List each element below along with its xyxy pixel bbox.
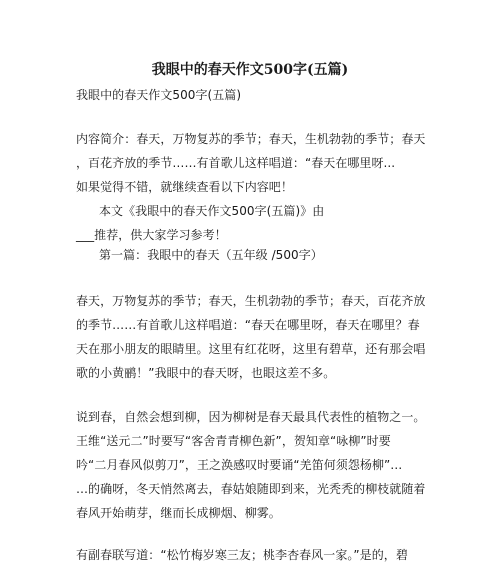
intro-line: 内容简介：春天，万物复苏的季节；春天，生机勃勃的季节；春天 — [76, 132, 426, 146]
recommend-line: ___推荐，供大家学习参考！ — [76, 228, 227, 242]
paragraph-line: 春天，万物复苏的季节；春天，生机勃勃的季节；春天，百花齐放 — [76, 294, 426, 308]
paragraph-line: 有副春联写道：“松竹梅岁寒三友；桃李杏春风一家。”是的，碧 — [76, 548, 408, 562]
chapter-heading: 第一篇：我眼中的春天（五年级 /500字） — [99, 248, 323, 262]
paragraph-line: …的确呀，冬天悄然离去，春姑娘随即到来，光秃秃的柳枝就随着 — [76, 482, 426, 496]
intro-line: ，百花齐放的季节……有首歌儿这样唱道：“春天在哪里呀... — [76, 156, 396, 170]
paragraph-line: 歌的小黄鹂！”我眼中的春天呀，也眼这差不多。 — [76, 366, 336, 380]
paragraph-line: 王维“送元二”时要写“客舍青青柳色新”，贺知章“咏柳”时要 — [76, 434, 391, 448]
paragraph-line: 吟“二月春风似剪刀”，王之涣感叹时要诵“羌笛何须怨杨柳”… — [76, 458, 403, 472]
recommend-line: 本文《我眼中的春天作文500字(五篇)》由 — [99, 204, 325, 218]
paragraph-line: 说到春，自然会想到柳，因为柳树是春天最具代表性的植物之一。 — [76, 410, 426, 424]
intro-line: 如果觉得不错，就继续查看以下内容吧！ — [76, 180, 293, 194]
document-title: 我眼中的春天作文500字(五篇) — [151, 62, 349, 78]
paragraph-line: 春风开始萌芽，继而长成柳烟、柳雾。 — [76, 506, 281, 520]
paragraph-line: 天在那小朋友的眼睛里。这里有红花呀，这里有碧草，还有那会唱 — [76, 342, 426, 356]
paragraph-line: 的季节……有首歌儿这样唱道：“春天在哪里呀，春天在哪里？春 — [76, 318, 420, 332]
document-subtitle: 我眼中的春天作文500字(五篇) — [76, 88, 242, 102]
